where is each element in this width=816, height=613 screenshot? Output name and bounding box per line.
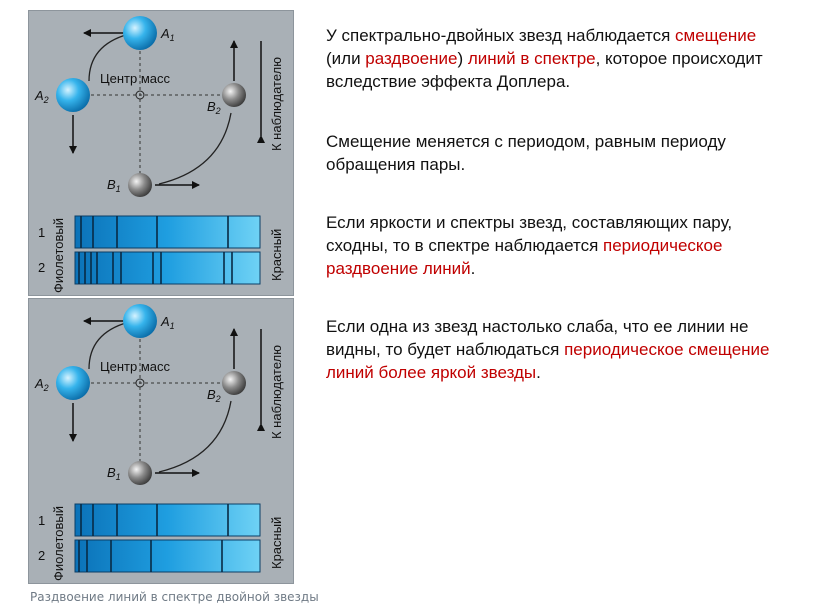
p1-highlight-shift: смещение — [675, 26, 757, 45]
paragraph-similar-stars — [326, 211, 786, 280]
spectrum-row-1-label: 1 — [38, 513, 46, 528]
paragraph-period — [326, 130, 786, 176]
p4-text-1: Если одна из звезд настолько слаба, что ее линии не видны, то будет наблюдаться — [326, 317, 749, 359]
paragraph-faint-star — [326, 315, 786, 384]
orbit-arc-b — [159, 113, 231, 184]
observer-label: К наблюдателю — [269, 57, 284, 151]
star-b1 — [128, 173, 152, 197]
red-label: Красный — [269, 516, 284, 569]
p1-text-4: , которое происходит вследствие эффекта Доплера. — [326, 49, 763, 91]
star-b2 — [222, 371, 246, 395]
spectrum-row-1 — [75, 216, 260, 248]
label-b1: $B_1$ — [107, 465, 121, 482]
p3-highlight: периодическое раздвоение линий — [326, 236, 723, 278]
spectrum-row-1-label: 1 — [38, 225, 46, 240]
star-b2 — [222, 83, 246, 107]
p1-text-1: У спектрально-двойных звезд наблюдается — [326, 26, 676, 45]
center-of-mass-label: Центр масс — [100, 359, 170, 374]
spectrum-row-2 — [75, 540, 260, 572]
p1-text-2: (или — [326, 49, 366, 68]
figure-caption: Раздвоение линий в спектре двойной звезды — [30, 590, 319, 604]
p3-text-2: . — [470, 259, 476, 278]
observer-label: К наблюдателю — [269, 345, 284, 439]
orbit-arc-b — [159, 401, 231, 472]
p3-text-1: Если яркости и спектры звезд, составляющих пару, сходны, то в спектре наблюдается — [326, 213, 733, 255]
p4-text-2: . — [536, 363, 541, 382]
star-a2 — [56, 366, 90, 400]
label-b2: $B_2$ — [207, 99, 221, 116]
label-a1: $A_1$ — [161, 314, 175, 331]
star-a1 — [123, 304, 157, 338]
label-b1: $B_1$ — [107, 177, 121, 194]
label-b2: $B_2$ — [207, 387, 221, 404]
label-a1: $A_1$ — [161, 26, 175, 43]
violet-label: Фиолетовый — [51, 505, 66, 581]
star-a1 — [123, 16, 157, 50]
spectrum-row-2-label: 2 — [38, 548, 46, 563]
p2-text-1: Смещение меняется с периодом, равным периоду обращения пары. — [326, 132, 726, 174]
p1-text-3: ) — [457, 49, 468, 68]
star-b1 — [128, 461, 152, 485]
orbit-diagram-top-svg — [29, 11, 293, 295]
center-of-mass-label: Центр масс — [100, 71, 170, 86]
label-a2: $A_2$ — [35, 88, 49, 105]
p4-highlight: периодическое смещение линий более яркой звезды — [326, 340, 770, 382]
orbit-diagram-bottom — [28, 298, 294, 584]
paragraph-doppler-shift — [326, 24, 786, 93]
label-a2: $A_2$ — [35, 376, 49, 393]
orbit-diagram-bottom-svg — [29, 299, 293, 583]
orbit-diagram-top — [28, 10, 294, 296]
spectrum-row-1 — [75, 504, 260, 536]
p1-highlight-lines: линий в спектре — [467, 49, 596, 68]
spectrum-row-2-label: 2 — [38, 260, 46, 275]
star-a2 — [56, 78, 90, 112]
red-label: Красный — [269, 228, 284, 281]
violet-label: Фиолетовый — [51, 217, 66, 293]
p1-highlight-split: раздвоение — [365, 49, 458, 68]
